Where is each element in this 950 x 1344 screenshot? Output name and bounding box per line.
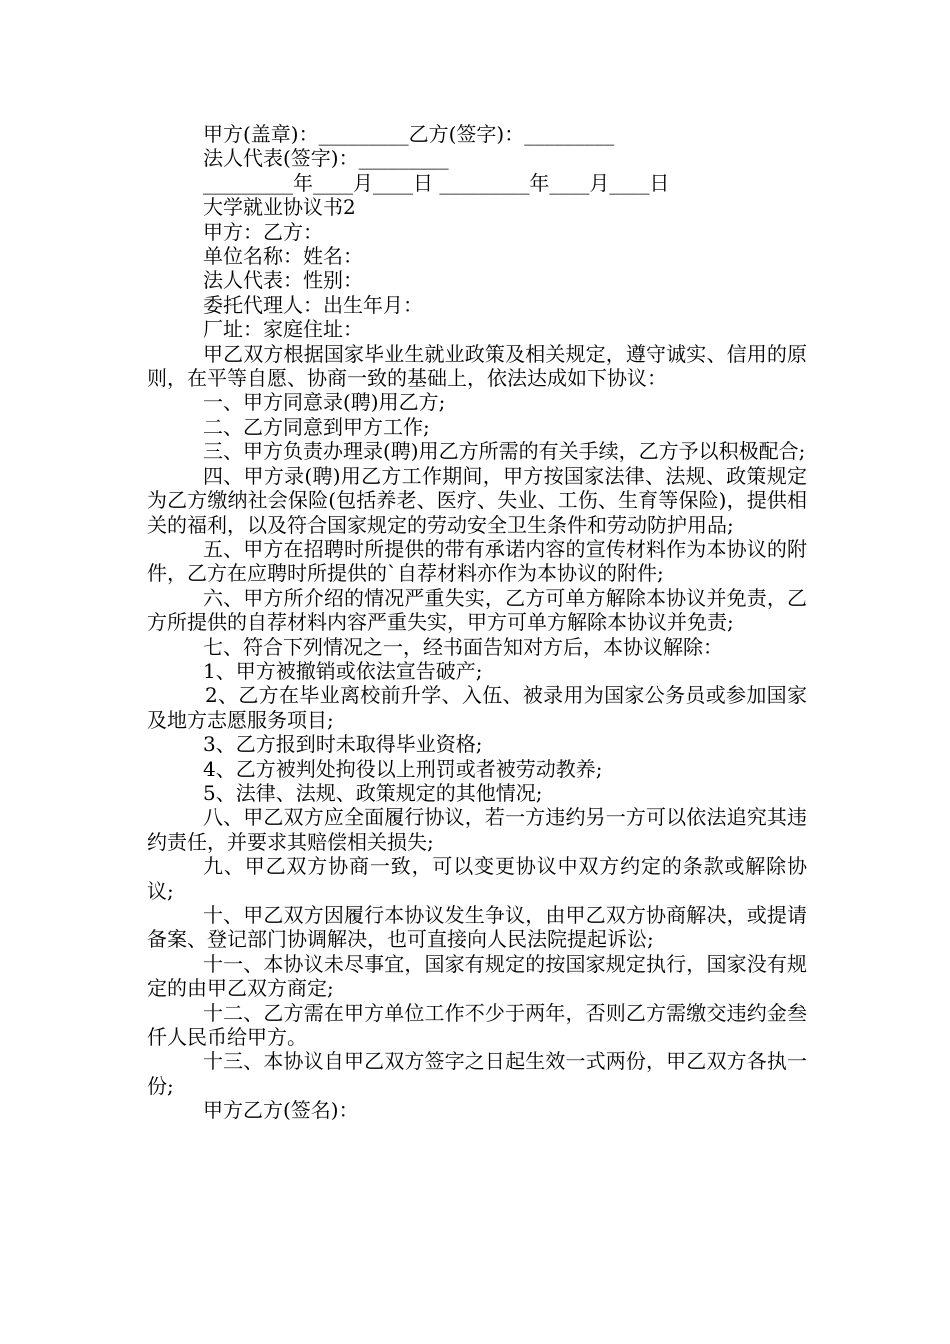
clause-7-item-5: 5、法律、法规、政策规定的其他情况;	[203, 780, 543, 805]
clause-13: 十三、本协议自甲乙双方签字之日起生效一式两份，甲乙双方各执一份;	[147, 1049, 807, 1098]
clause-6: 六、甲方所介绍的情况严重失实，乙方可单方解除本协议并免责，乙方所提供的自荐材料内容严重失实，甲方可单方解除本协议并免责;	[147, 585, 807, 635]
clause-10: 十、甲乙双方因履行本协议发生争议，由甲乙双方协商解决，或提请备案、登记部门协调解决，也可直接向人民法院提起诉讼;	[147, 903, 807, 952]
signature-closing: 甲方乙方(签名)：	[203, 1098, 359, 1123]
signature-line-dates: _________年____月____日 _________年____月____日	[203, 170, 670, 195]
signature-line-parties: 甲方(盖章)：_________乙方(签字)：_________	[203, 122, 615, 146]
signature-line-legal-rep: 法人代表(签字)：_________	[203, 146, 449, 171]
clause-11: 十一、本协议未尽事宜，国家有规定的按国家规定执行，国家没有规定的由甲乙双方商定;	[147, 951, 807, 1001]
clause-9: 九、甲乙双方协商一致，可以变更协议中双方约定的条款或解除协议;	[147, 854, 807, 903]
clause-4: 四、甲方录(聘)用乙方工作期间，甲方按国家法律、法规、政策规定为乙方缴纳社会保险(包括养老、医疗、失业、工伤、生育等保险)，提供相关的福利，以及符合国家规定的劳动安全卫生条件和劳动防护用品;	[147, 463, 807, 537]
header-field-parties: 甲方：乙方：	[203, 219, 323, 244]
header-field-address: 厂址：家庭住址：	[203, 317, 363, 342]
clause-1: 一、甲方同意录(聘)用乙方;	[203, 390, 446, 415]
clause-7: 七、符合下列情况之一，经书面告知对方后，本协议解除：	[203, 634, 723, 659]
header-field-legal-rep: 法人代表：性别：	[203, 268, 363, 293]
clause-7-item-4: 4、乙方被判处拘役以上刑罚或者被劳动教养;	[203, 756, 603, 781]
clause-8: 八、甲乙双方应全面履行协议，若一方违约另一方可以依法追究其违约责任，并要求其赔偿相关损失;	[147, 805, 807, 854]
clause-7-item-3: 3、乙方报到时未取得毕业资格;	[203, 732, 483, 757]
header-field-agent: 委托代理人：出生年月：	[203, 292, 423, 317]
document-body	[147, 122, 807, 1123]
paragraph-preamble: 甲乙双方根据国家毕业生就业政策及相关规定，遵守诚实、信用的原则，在平等自愿、协商一致的基础上，依法达成如下协议：	[147, 341, 807, 391]
header-field-unit-name: 单位名称：姓名：	[203, 244, 363, 269]
clause-2: 二、乙方同意到甲方工作;	[203, 414, 430, 439]
clause-12: 十二、乙方需在甲方单位工作不少于两年，否则乙方需缴交违约金叁仟人民币给甲方。	[147, 1000, 807, 1050]
clause-7-item-2: 2、乙方在毕业离校前升学、入伍、被录用为国家公务员或参加国家及地方志愿服务项目;	[147, 683, 807, 732]
clause-5: 五、甲方在招聘时所提供的带有承诺内容的宣传材料作为本协议的附件，乙方在应聘时所提供的`自荐材料亦作为本协议的附件;	[147, 536, 807, 586]
clause-3: 三、甲方负责办理录(聘)用乙方所需的有关手续，乙方予以积极配合;	[203, 439, 806, 464]
clause-7-item-1: 1、甲方被撤销或依法宣告破产;	[203, 658, 483, 683]
document-title: 大学就业协议书2	[203, 195, 356, 220]
